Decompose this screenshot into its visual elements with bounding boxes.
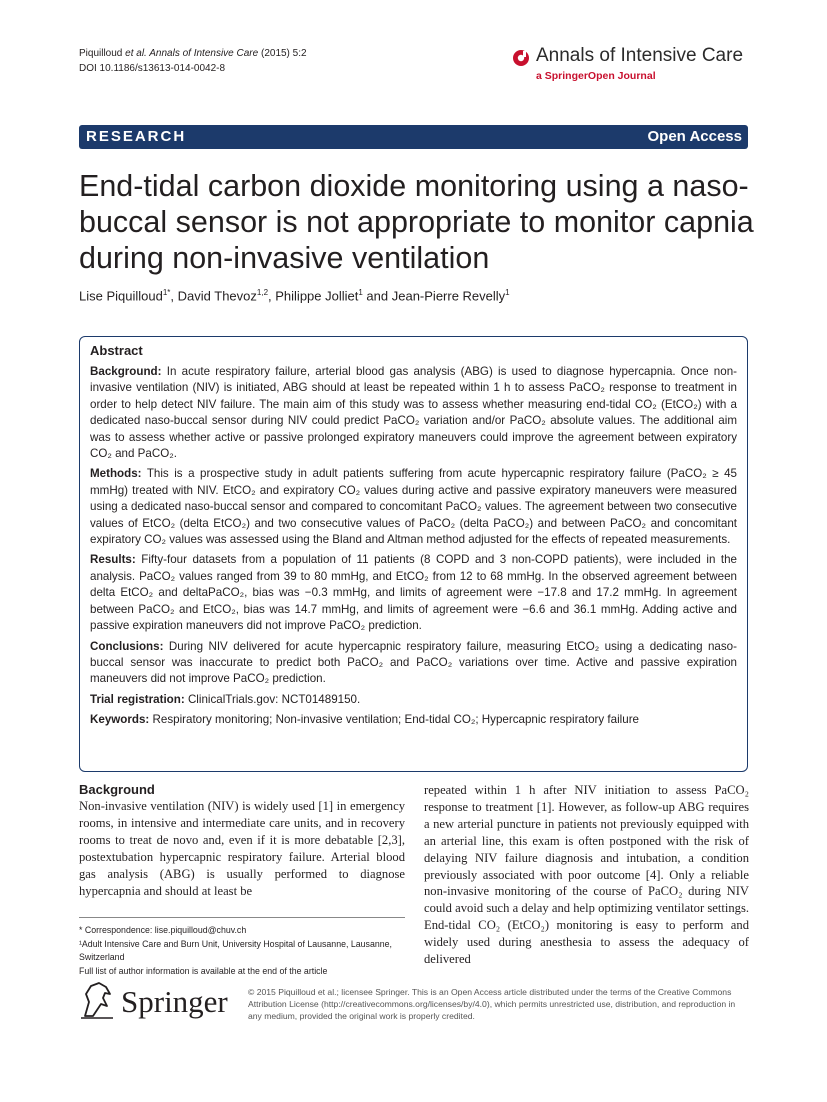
abstract-trial — [90, 692, 737, 708]
journal-sub: a SpringerOpen Journal — [536, 70, 656, 82]
doi: DOI 10.1186/s13613-014-0042-8 — [79, 63, 226, 74]
abstract-text: Fifty-four datasets from a population of 11 patients (8 COPD and 3 non-COPD patients), were included in the analysis. PaCO₂ values ranged from 39 to 80 mmHg, and EtCO₂ from 12 to 68 mmHg. In the observed agreement between delta EtCO₂ and deltaPaCO₂, bias was −0.3 mmHg, and limits of agreement were −17.8 and 17.2 mmHg. In agreement between PaCO₂ and EtCO₂, bias was 14.7 mmHg, and limits of agreement were −6.6 and 36.1 mmHg. Adding active and passive expiration maneuvers did not improve PaCO₂ prediction. — [90, 553, 737, 633]
abstract-text: During NIV delivered for acute hypercapnic respiratory failure, measuring EtCO₂ using a dedicating naso-buccal sensor was inaccurate to predict both PaCO₂ and PaCO₂ variations over time. Active and passive expiration maneuvers did not improve PaCO₂ prediction. — [90, 639, 737, 686]
body-paragraph: Non-invasive ventilation (NIV) is widely used [1] in emergency rooms, in intensive and intermediate care units, and in recovery rooms to treat de novo and, even if it is more debatable [2,3], postextubation hypercapnic respiratory failure. Arterial blood gas analysis (ABG) is usually performed to diagnose hypercapnia and should at least be — [79, 799, 405, 898]
abstract-label: Background: — [90, 365, 162, 378]
citation-authors: Piquilloud — [79, 48, 123, 59]
abstract-label: Conclusions: — [90, 639, 164, 653]
abstract-heading: Abstract — [90, 343, 143, 358]
affiliation: ¹Adult Intensive Care and Burn Unit, University Hospital of Lausanne, Lausanne, Switzerland — [79, 938, 392, 962]
correspondence: * Correspondence: lise.piquilloud@chuv.ch — [79, 925, 247, 935]
license-text: © 2015 Piquilloud et al.; licensee Springer. This is an Open Access article distributed under the terms of the Creative Commons Attribution License (http://creativecommons.org/licenses/by/4.0), which permits unrestricted use, distribution, and reproduction in any medium, provided the original work is properly credited. — [248, 987, 736, 1021]
author: Jean-Pierre Revelly — [391, 288, 506, 304]
citation-year: (2015) 5:2 — [260, 48, 307, 59]
abstract-label: Results: — [90, 553, 136, 567]
springer-horse-icon — [79, 980, 115, 1020]
abstract-background — [90, 364, 737, 462]
journal-mark-icon — [512, 49, 530, 67]
abstract-results — [90, 552, 737, 634]
abstract-label: Methods: — [90, 467, 142, 481]
article-title: End-tidal carbon dioxide monitoring using a naso-buccal sensor is not appropriate to monitor capnia during non-invasive ventilation — [79, 169, 754, 275]
abstract-text: This is a prospective study in adult patients suffering from acute hypercapnic respiratory failure (PaCO₂ ≥ 45 mmHg) treated with NIV. EtCO₂ and expiratory CO₂ values during active and passive expiratory maneuvers were measured using a dedicated naso-buccal sensor and compared to concomitant PaCO₂ values. The agreement between two consecutive values of EtCO₂ (delta EtCO₂) and two consecutive values of PaCO₂ (delta PaCO₂) and between PaCO₂ and concomitant expiratory CO₂ values was assessed using the Bland and Altman method adjusted for the effects of repeated measurements. — [90, 467, 737, 547]
author: David Thevoz — [177, 288, 257, 304]
abstract-conclusions — [90, 639, 737, 688]
abstract-text: Respiratory monitoring; Non-invasive ventilation; End-tidal CO₂; Hypercapnic respiratory failure — [152, 713, 640, 727]
body-column-right — [424, 782, 749, 968]
abstract-methods — [90, 466, 737, 548]
abstract-keywords — [90, 712, 737, 728]
citation-journal: et al. Annals of Intensive Care — [125, 48, 259, 59]
abstract-label: Trial registration: — [90, 692, 185, 706]
body-paragraph: repeated within 1 h after NIV initiation to assess PaCO₂ response to treatment [1]. However, as follow-up ABG requires a new arterial puncture in patients not previously equipped with an arterial line, this exam is often postponed with the risk of delaying NIV failure diagnosis and intubation, a condition previously associated with poor outcome [4]. Only a reliable non-invasive monitoring of the course of PaCO₂ during NIV could avoid such a delay and help optimizing ventilator settings. End-tidal CO₂ (EtCO₂) monitoring is easy to perform and widely used during anesthesia to assess the adequacy of delivered — [424, 783, 749, 967]
author-sup: 1* — [162, 288, 171, 297]
section-heading: Background — [79, 782, 155, 797]
author-sup: 1 — [358, 288, 363, 297]
author: Philippe Jolliet — [275, 288, 359, 304]
author: Lise Piquilloud — [79, 288, 163, 304]
open-access-label: Open Access — [647, 128, 742, 145]
abstract-text: In acute respiratory failure, arterial blood gas analysis (ABG) is used to diagnose hypercapnia. Once non-invasive ventilation (NIV) is initiated, ABG should at least be repeated within 1 h to assess PaCO₂ response to treatment in order to help detect NIV failure. The main aim of this study was to assess whether measuring end-tidal CO₂ (EtCO₂) with a dedicated naso-buccal sensor during NIV could predict PaCO₂ variation and/or PaCO₂ absolute values. The additional aim was to assess whether active or passive prolonged expiratory maneuvers could improve the agreement between expiratory CO₂ and PaCO₂. — [90, 365, 737, 461]
full-list-note: Full list of author information is available at the end of the article — [79, 965, 328, 976]
author-sup: 1,2 — [256, 288, 269, 297]
publisher-name: Springer — [121, 984, 228, 1019]
trial-link[interactable]: ClinicalTrials.gov: NCT01489150. — [187, 692, 361, 706]
article-type-banner — [79, 125, 748, 149]
author-sup: 1 — [505, 288, 510, 297]
author-list: Lise Piquilloud$^{1*}$, David Thevoz$^{1,2}$, Philippe Jolliet$^1$ and Jean-Pierre Revelly$^1$ — [79, 288, 510, 304]
footnotes — [79, 917, 405, 978]
journal-name: Annals of Intensive Care — [536, 45, 744, 66]
citation — [79, 46, 307, 76]
publisher-logo — [79, 980, 239, 1020]
article-type: RESEARCH — [86, 128, 187, 145]
abstract-label: Keywords: — [90, 713, 150, 727]
abstract-box — [79, 336, 748, 772]
body-column-left — [79, 782, 405, 899]
